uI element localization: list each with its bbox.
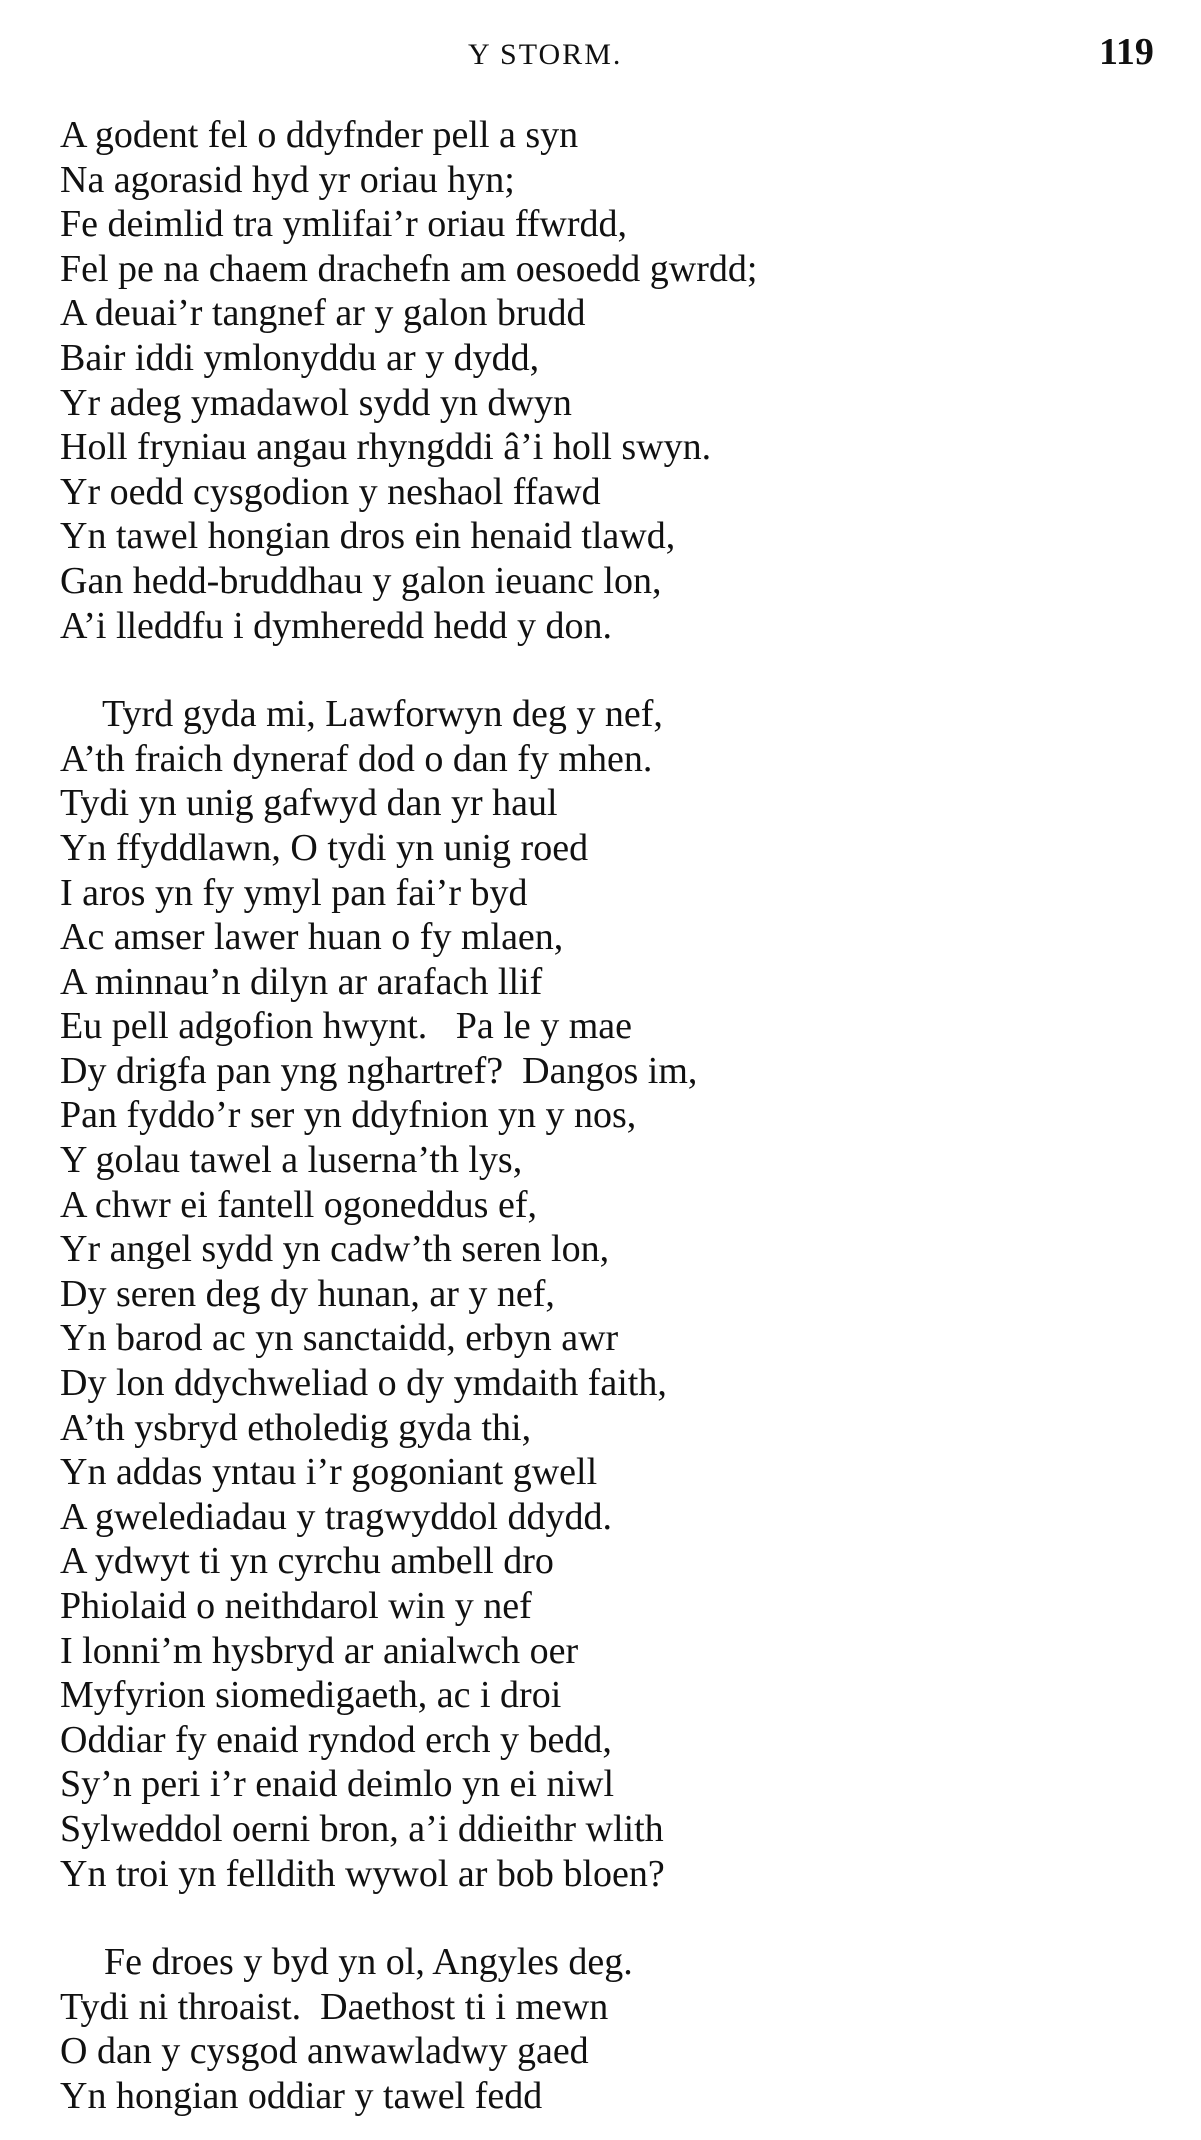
poem-line: A gwelediadau y tragwyddol ddydd. bbox=[60, 1495, 612, 1538]
poem-line: Yn hongian oddiar y tawel fedd bbox=[60, 2074, 543, 2117]
poem-line: A minnau’n dilyn ar arafach llif bbox=[60, 960, 543, 1003]
stanza-2 bbox=[60, 692, 1160, 1896]
poem-line: Phiolaid o neithdarol win y nef bbox=[60, 1585, 532, 1627]
poem-line: I lonni’m hysbryd ar anialwch oer bbox=[60, 1629, 579, 1672]
poem-line: A chwr ei fantell ogoneddus ef, bbox=[60, 1183, 537, 1226]
poem-line: Fe deimlid tra ymlifai’r oriau ffwrdd, bbox=[60, 203, 628, 246]
poem-line: Pan fyddo’r ser yn ddyfnion yn y nos, bbox=[60, 1094, 637, 1137]
poem-line: A’i lleddfu i dymheredd hedd y don. bbox=[60, 604, 612, 647]
poem-line: Yn ffyddlawn, O tydi yn unig roed bbox=[60, 826, 589, 869]
poem-line: Tydi ni throaist. Daethost ti i mewn bbox=[60, 1985, 609, 2028]
poem-line: Gan hedd-bruddhau y galon ieuanc lon, bbox=[60, 559, 662, 602]
poem-line: I aros yn fy ymyl pan fai’r byd bbox=[60, 871, 528, 914]
poem-line: Fel pe na chaem drachefn am oesoedd gwrdd; bbox=[60, 247, 758, 290]
poem-line: Yn troi yn felldith wywol ar bob bloen? bbox=[60, 1852, 665, 1895]
poem-line: Dy drigfa pan yng nghartref? Dangos im, bbox=[60, 1049, 698, 1092]
poem-line: Ac amser lawer huan o fy mlaen, bbox=[60, 916, 564, 959]
poem-line: Tydi yn unig gafwyd dan yr haul bbox=[60, 782, 558, 825]
poem-line: A deuai’r tangnef ar y galon brudd bbox=[60, 292, 586, 335]
poem-line: Na agorasid hyd yr oriau hyn; bbox=[60, 158, 515, 201]
poem-line: A godent fel o ddyfnder pell a syn bbox=[60, 114, 579, 156]
poem-line: A ydwyt ti yn cyrchu ambell dro bbox=[60, 1540, 554, 1583]
poem-line: O dan y cysgod anwawladwy gaed bbox=[60, 2030, 589, 2073]
poem-line: Oddiar fy enaid ryndod erch y bedd, bbox=[60, 1718, 612, 1761]
poem-line: Bair iddi ymlonyddu ar y dydd, bbox=[60, 336, 540, 379]
stanza-1 bbox=[60, 113, 1160, 648]
poem-line: Eu pell adgofion hwynt. Pa le y mae bbox=[60, 1005, 632, 1048]
poem-line: Y golau tawel a luserna’th lys, bbox=[60, 1139, 523, 1182]
page-number: 119 bbox=[1099, 31, 1154, 73]
running-title: Y STORM. bbox=[468, 38, 623, 71]
poem-line: Tyrd gyda mi, Lawforwyn deg y nef, bbox=[102, 693, 663, 736]
poem-line: Yn tawel hongian dros ein henaid tlawd, bbox=[60, 515, 676, 558]
poem-line: Myfyrion siomedigaeth, ac i droi bbox=[60, 1674, 562, 1717]
poem-line: A’th fraich dyneraf dod o dan fy mhen. bbox=[60, 737, 653, 780]
poem-line: Yr adeg ymadawol sydd yn dwyn bbox=[60, 381, 572, 424]
poem-line: Yn addas yntau i’r gogoniant gwell bbox=[60, 1451, 598, 1494]
poem-line: A’th ysbryd etholedig gyda thi, bbox=[60, 1406, 532, 1449]
running-head bbox=[0, 30, 1201, 80]
poem-text bbox=[60, 113, 1160, 2119]
poem-line: Sylweddol oerni bron, a’i ddieithr wlith bbox=[60, 1807, 664, 1850]
poem-line: Yr angel sydd yn cadw’th seren lon, bbox=[60, 1228, 610, 1271]
poem-line: Yn barod ac yn sanctaidd, erbyn awr bbox=[60, 1317, 619, 1360]
poem-line: Holl fryniau angau rhyngddi â’i holl swyn. bbox=[60, 426, 712, 469]
poem-line: Dy seren deg dy hunan, ar y nef, bbox=[60, 1272, 555, 1315]
stanza-3 bbox=[60, 1940, 1160, 2118]
poem-line: Dy lon ddychweliad o dy ymdaith faith, bbox=[60, 1362, 667, 1405]
poem-line: Yr oedd cysgodion y neshaol ffawd bbox=[60, 470, 601, 513]
poem-line: Fe droes y byd yn ol, Angyles deg. bbox=[104, 1941, 633, 1984]
poem-line: Sy’n peri i’r enaid deimlo yn ei niwl bbox=[60, 1763, 615, 1806]
